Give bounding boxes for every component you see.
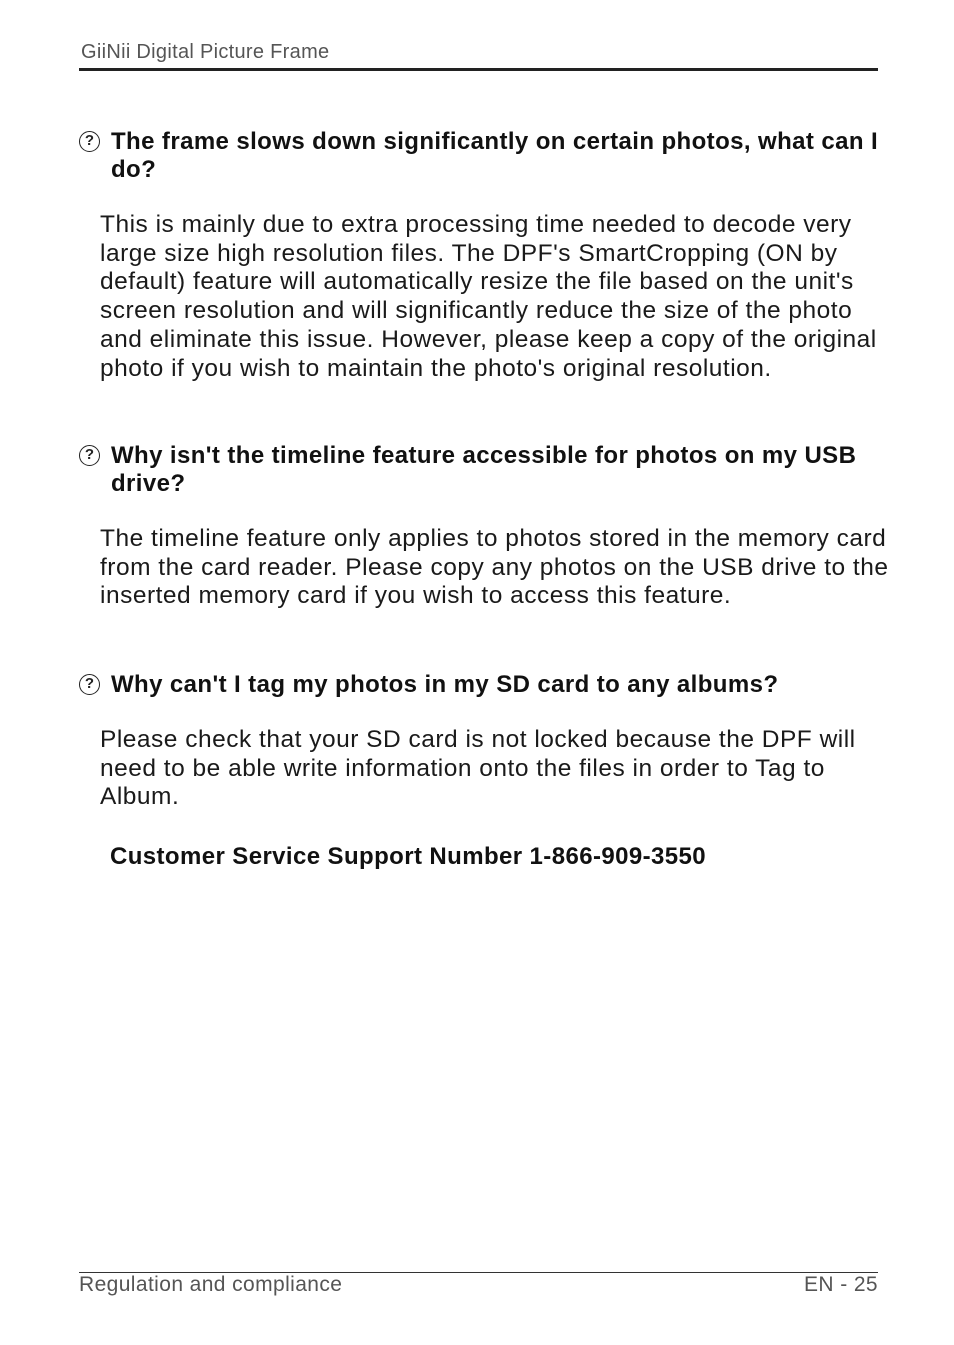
page-number: EN - 25: [804, 1273, 878, 1296]
faq-answer: This is mainly due to extra processing time needed to decode very large size high resolution files. The DPF's SmartCropping (ON by default) feature will automatically resize the file based on the unit's screen resolution and will significantly reduce the size of the photo and eliminate this issue. However, please keep a copy of the original photo if you wish to maintain the photo's original resolution.: [100, 211, 877, 382]
faq-answer: The timeline feature only applies to photos stored in the memory card from the card reader. Please copy any photos on the USB drive to the inserted memory card if you wish to access this feature.: [100, 525, 889, 610]
faq-question-row: [79, 671, 889, 699]
faq-question: Why isn't the timeline feature accessible for photos on my USB drive?: [111, 442, 857, 497]
faq-item-1: [79, 128, 889, 383]
faq-question: The frame slows down significantly on certain photos, what can I do?: [111, 128, 879, 183]
question-circle-icon: ?: [79, 131, 100, 152]
faq-item-2: [79, 442, 889, 611]
question-circle-icon: ?: [79, 445, 100, 466]
footer-section-title: Regulation and compliance: [79, 1273, 343, 1296]
customer-support-number: Customer Service Support Number 1-866-909-3550: [110, 843, 706, 870]
header-title: GiiNii Digital Picture Frame: [81, 41, 330, 63]
question-circle-icon: ?: [79, 674, 100, 695]
faq-question-row: [79, 442, 889, 498]
faq-question: Why can't I tag my photos in my SD card to any albums?: [111, 671, 779, 698]
faq-answer: Please check that your SD card is not locked because the DPF will need to be able write information onto the files in order to Tag to Album.: [100, 726, 856, 811]
faq-question-row: [79, 128, 889, 184]
header-divider: [79, 68, 878, 71]
faq-item-3: [79, 671, 889, 812]
